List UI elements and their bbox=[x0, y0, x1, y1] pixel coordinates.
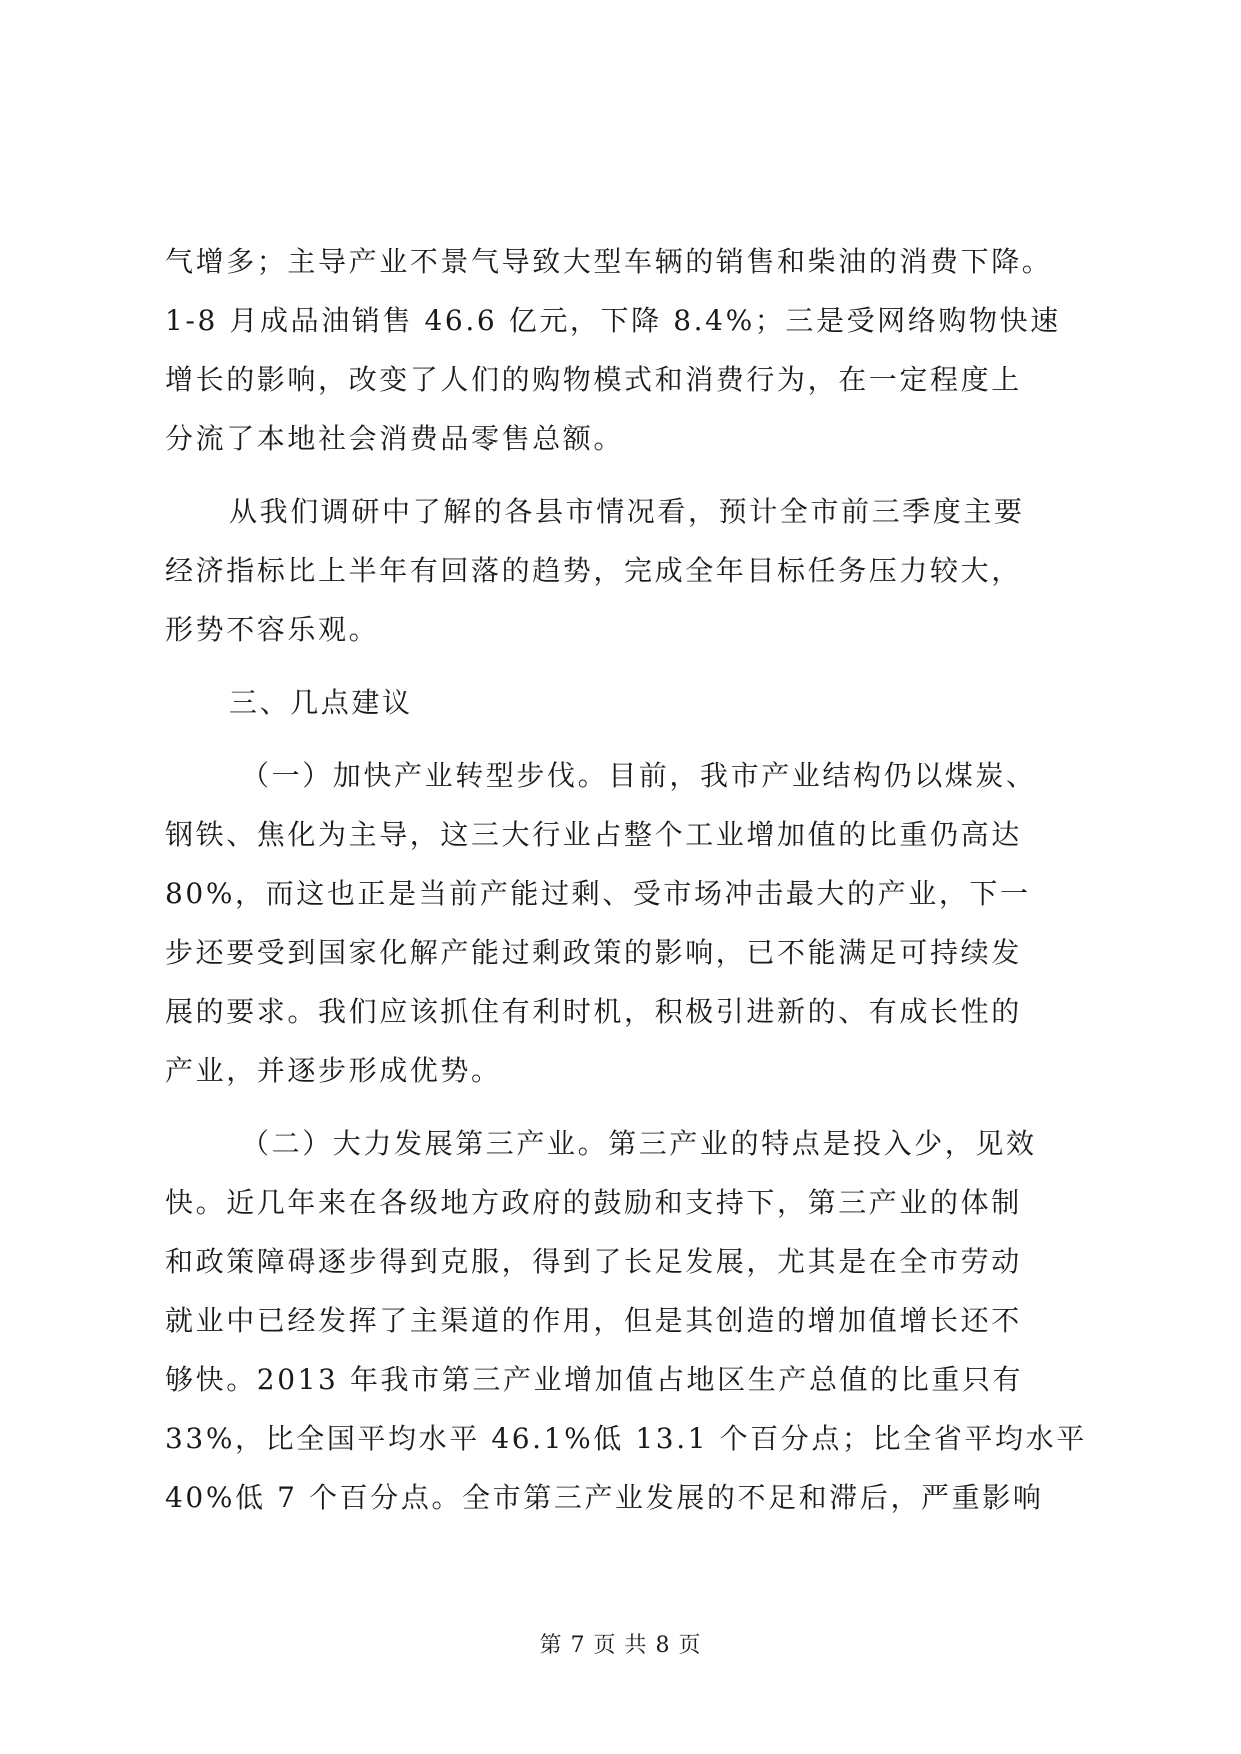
text-line: 形势不容乐观。 bbox=[165, 613, 380, 646]
text-line: 分流了本地社会消费品零售总额。 bbox=[165, 422, 625, 455]
text-line: 80%，而这也正是当前产能过剩、受市场冲击最大的产业，下一 bbox=[165, 877, 1031, 910]
text-line: 展的要求。我们应该抓住有利时机，积极引进新的、有成长性的 bbox=[165, 995, 1022, 1028]
text-line: （一）加快产业转型步伐。目前，我市产业结构仍以煤炭、 bbox=[241, 759, 1037, 792]
text-line: 增长的影响，改变了人们的购物模式和消费行为，在一定程度上 bbox=[165, 363, 1022, 396]
body-text bbox=[165, 232, 1095, 1527]
text-line: 步还要受到国家化解产能过剩政策的影响，已不能满足可持续发 bbox=[165, 936, 1022, 969]
text-line: 33%，比全国平均水平 46.1%低 13.1 个百分点；比全省平均水平 bbox=[165, 1422, 1087, 1455]
text-line: 产业，并逐步形成优势。 bbox=[165, 1054, 502, 1087]
text-line: 1-8 月成品油销售 46.6 亿元，下降 8.4%；三是受网络购物快速 bbox=[165, 304, 1061, 337]
text-line: 从我们调研中了解的各县市情况看，预计全市前三季度主要 bbox=[229, 495, 1025, 528]
text-line: （二）大力发展第三产业。第三产业的特点是投入少，见效 bbox=[241, 1127, 1037, 1160]
section-heading: 三、几点建议 bbox=[229, 686, 413, 719]
text-line: 经济指标比上半年有回落的趋势，完成全年目标任务压力较大， bbox=[165, 554, 1022, 587]
text-line: 40%低 7 个百分点。全市第三产业发展的不足和滞后，严重影响 bbox=[165, 1481, 1044, 1514]
text-line: 就业中已经发挥了主渠道的作用，但是其创造的增加值增长还不 bbox=[165, 1304, 1022, 1337]
text-line: 够快。2013 年我市第三产业增加值占地区生产总值的比重只有 bbox=[165, 1363, 1024, 1396]
page-number-footer: 第 7 页 共 8 页 bbox=[539, 1633, 702, 1658]
text-line: 和政策障碍逐步得到克服，得到了长足发展，尤其是在全市劳动 bbox=[165, 1245, 1022, 1278]
text-line: 快。近几年来在各级地方政府的鼓励和支持下，第三产业的体制 bbox=[165, 1186, 1022, 1219]
text-line: 气增多；主导产业不景气导致大型车辆的销售和柴油的消费下降。 bbox=[165, 245, 1053, 278]
text-line: 钢铁、焦化为主导，这三大行业占整个工业增加值的比重仍高达 bbox=[165, 818, 1022, 851]
